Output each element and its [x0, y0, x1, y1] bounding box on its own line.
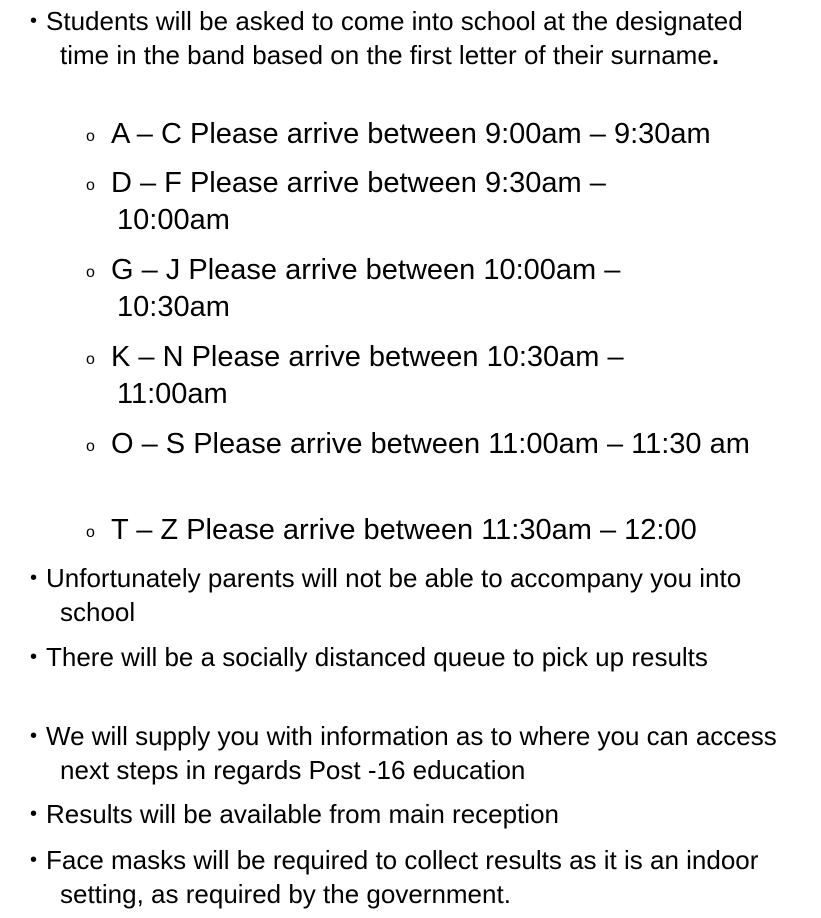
band-t-z — [86, 512, 786, 549]
band-text: K – N Please arrive between 10:30am – 11:00am — [111, 341, 624, 410]
bullet-marker: • — [30, 725, 38, 747]
sub-bullet-marker: o — [86, 351, 95, 368]
bullet-marker: • — [30, 849, 38, 871]
bullet-marker: • — [30, 646, 38, 668]
bullet-reception — [30, 797, 790, 831]
bullet-text: We will supply you with information as to where you can access next steps in regards Post -16 education — [46, 721, 777, 785]
bullet-arrival-instructions — [30, 4, 790, 72]
bullet-text: Results will be available from main reception — [46, 799, 560, 829]
bullet-marker: • — [30, 10, 38, 32]
sub-bullet-marker: o — [86, 177, 95, 194]
bullet-face-masks — [30, 843, 790, 911]
bullet-marker: • — [30, 567, 38, 589]
bullet-text: Unfortunately parents will not be able to accompany you into school — [46, 563, 742, 627]
bullet-parents — [30, 561, 790, 629]
band-text: A – C Please arrive between 9:00am – 9:30am — [111, 118, 711, 150]
sub-bullet-marker: o — [86, 438, 95, 455]
bullet-queue — [30, 640, 710, 674]
band-a-c — [86, 116, 786, 153]
bullet-marker: • — [30, 803, 38, 825]
band-k-n — [86, 339, 686, 413]
band-text: O – S Please arrive between 11:00am – 11:30 am — [111, 428, 750, 460]
band-o-s — [86, 426, 776, 463]
band-g-j — [86, 252, 686, 326]
band-text: D – F Please arrive between 9:30am – 10:00am — [111, 167, 606, 236]
sub-bullet-marker: o — [86, 264, 95, 281]
band-d-f — [86, 165, 676, 239]
bullet-text: Face masks will be required to collect results as it is an indoor setting, as required by the government. — [46, 845, 759, 909]
band-text: G – J Please arrive between 10:00am – 10:30am — [111, 254, 621, 323]
sub-bullet-marker: o — [86, 128, 95, 145]
bullet-text: There will be a socially distanced queue to pick up results — [46, 642, 708, 672]
bullet-information — [30, 719, 790, 787]
bullet-text: Students will be asked to come into school at the designated time in the band based on the first letter of their surname. — [46, 6, 743, 70]
sub-bullet-marker: o — [86, 524, 95, 541]
band-text: T – Z Please arrive between 11:30am – 12:00 — [111, 514, 697, 546]
